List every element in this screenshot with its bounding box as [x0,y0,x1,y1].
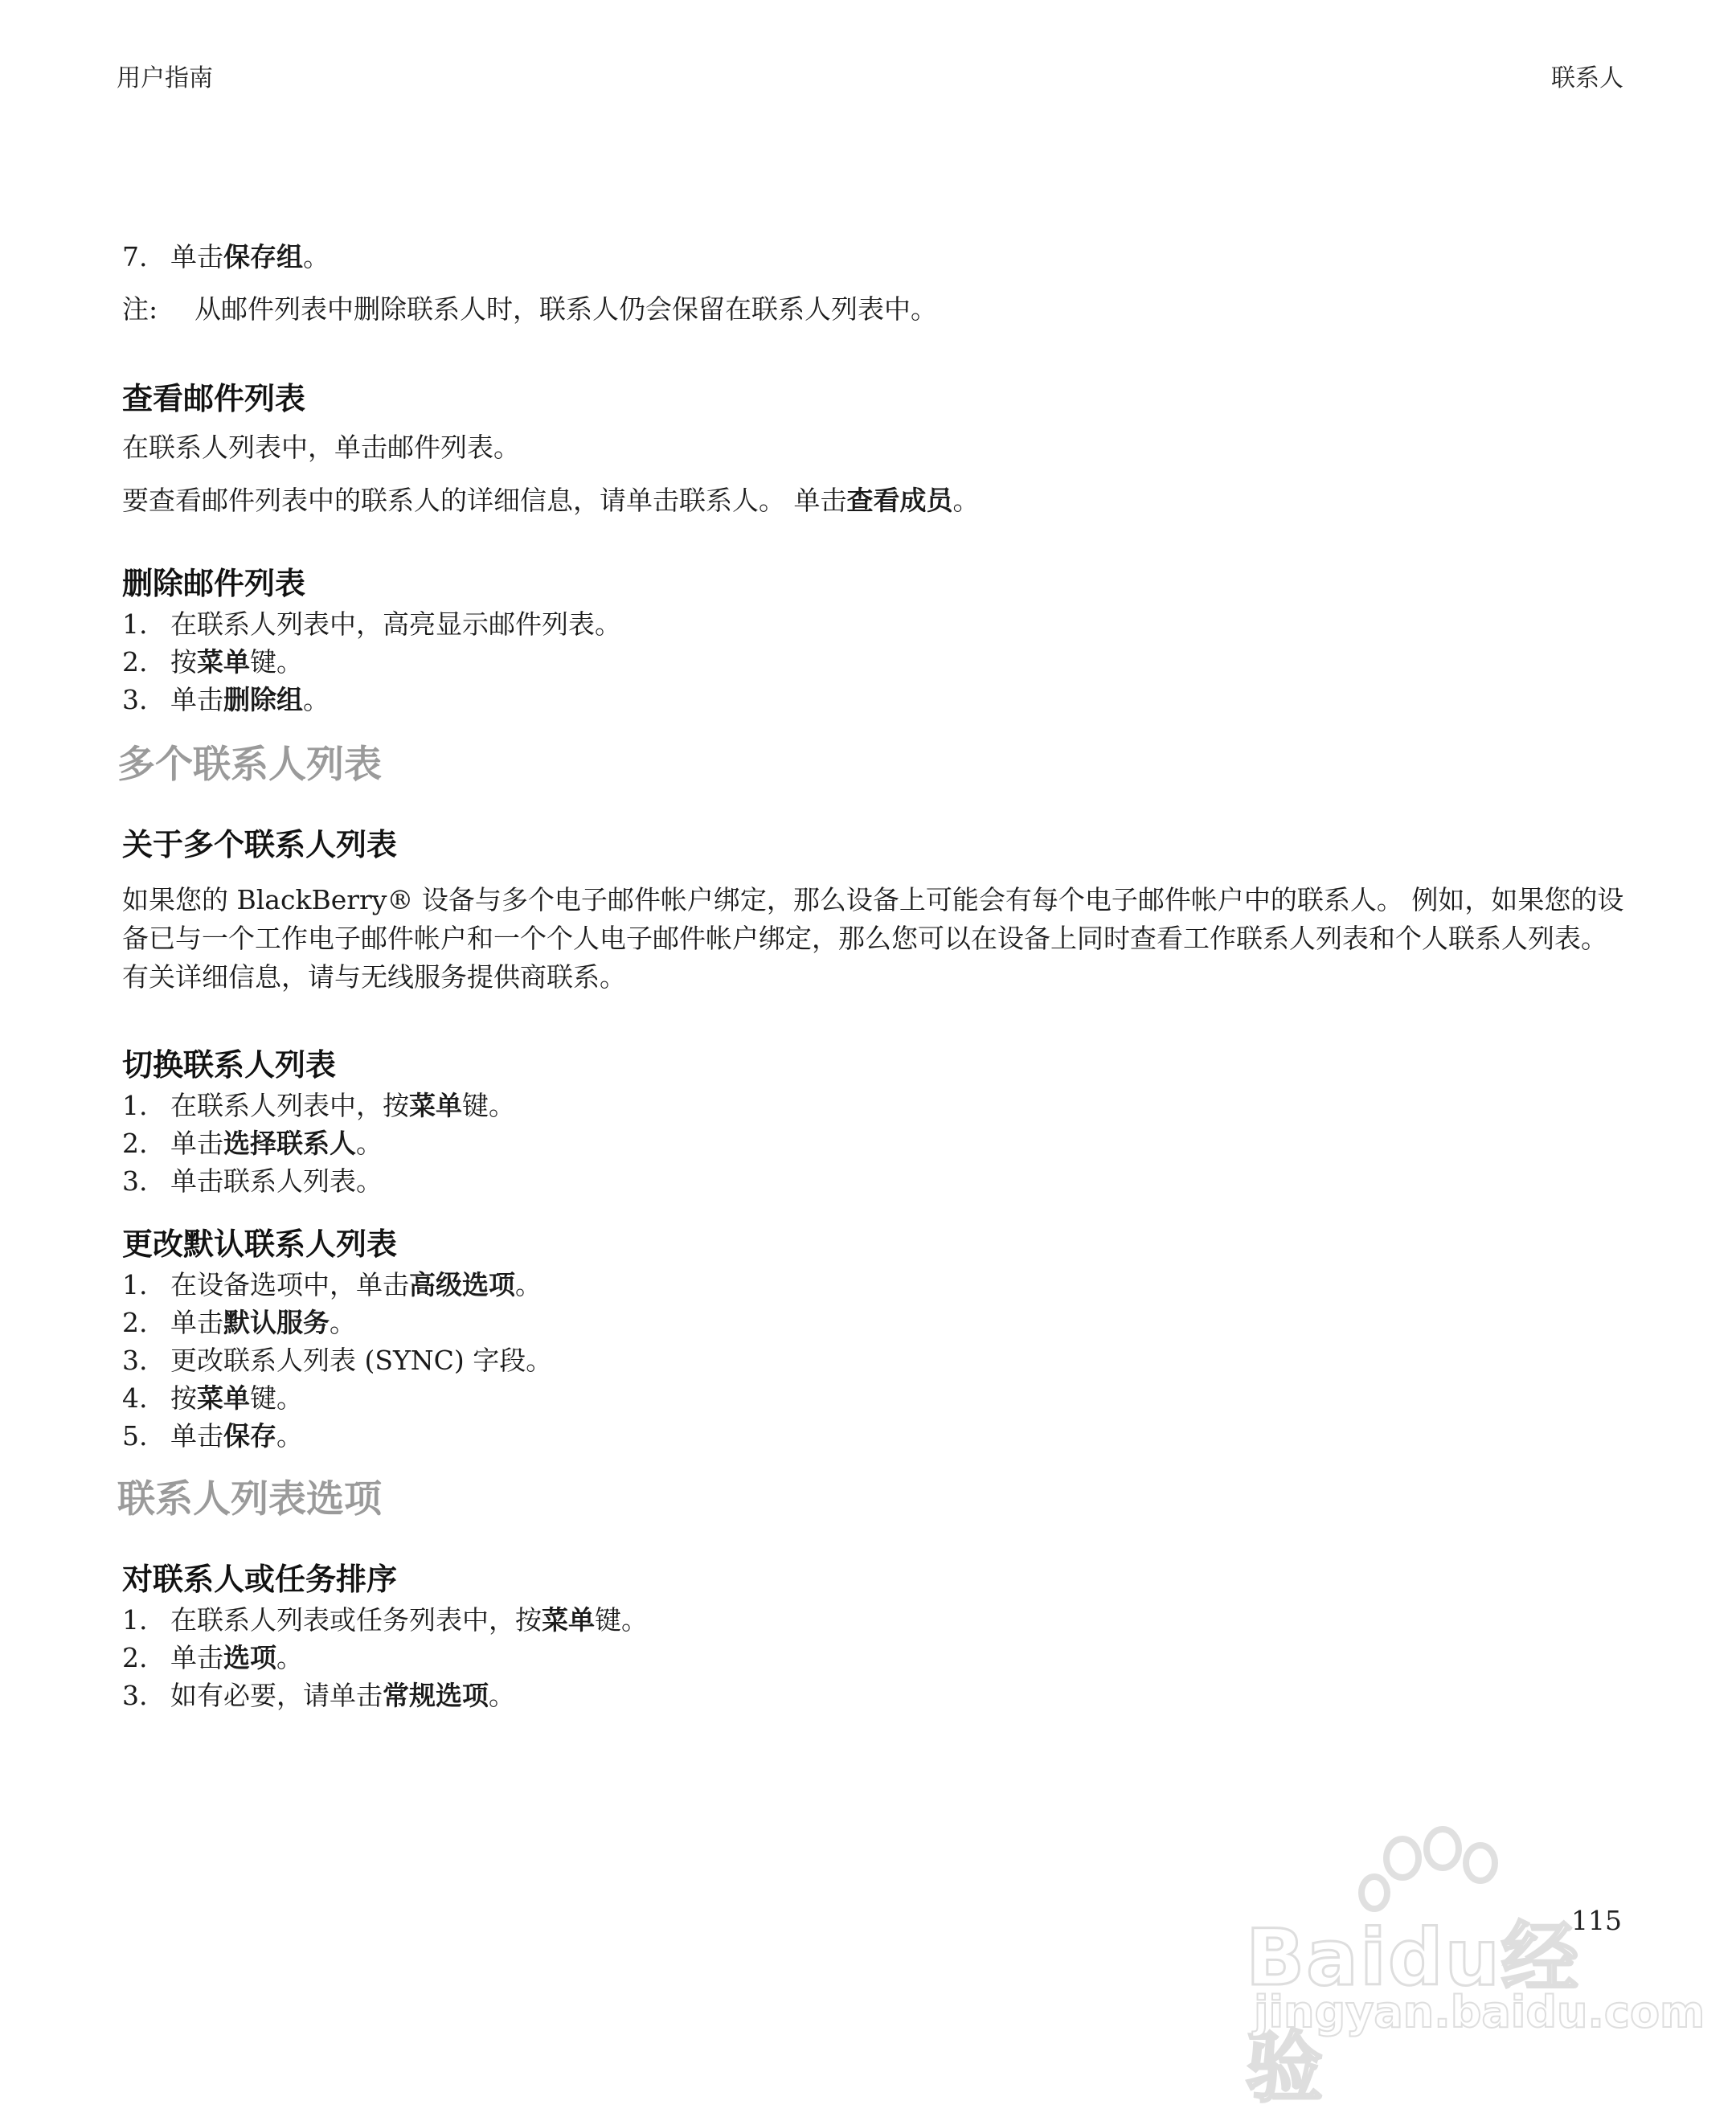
ui-term: 常规选项 [383,1680,489,1711]
step-text-end: 。 [489,1680,515,1711]
step-number: 1. [122,1090,148,1121]
step-text-end: 。 [303,684,330,715]
step-number: 3. [122,684,148,715]
ui-term: 菜单 [409,1090,462,1121]
step-number: 5. [122,1420,148,1452]
heading-view-mail-list: 查看邮件列表 [122,381,306,416]
step-text-end: 键。 [250,646,303,678]
heading-switch-lists: 切换联系人列表 [122,1047,337,1083]
step-text-end: 。 [330,1307,356,1338]
step-text-end: 键。 [595,1604,648,1636]
running-header-right: 联系人 [1551,64,1623,92]
list-item [122,1601,1625,1639]
paragraph-text: 要查看邮件列表中的联系人的详细信息，请单击联系人。 单击 [122,485,847,516]
ui-term: 保存 [223,1420,276,1452]
step-list-delete [122,605,1625,719]
list-item [122,1677,1625,1714]
step-number: 7. [122,241,148,272]
note [122,290,1625,329]
step-text: 按 [170,646,197,678]
ui-term: 选择联系人 [223,1128,356,1159]
ui-term: 保存组 [223,241,303,272]
step-list-sort [122,1601,1625,1714]
list-item [122,1639,1625,1677]
step-number: 4. [122,1382,148,1414]
paragraph-text-end: 。 [952,485,980,516]
ui-term: 菜单 [197,646,250,678]
step-text: 单击 [170,1128,223,1159]
ui-term: 删除组 [223,684,303,715]
heading-delete-mail-list: 删除邮件列表 [122,566,306,601]
section-heading-multiple-lists: 多个联系人列表 [117,743,382,787]
ui-term: 默认服务 [223,1307,330,1338]
ui-term: 高级选项 [409,1269,515,1300]
step-number: 2. [122,1307,148,1338]
step-text-end: 。 [515,1269,542,1300]
step-text: 单击 [170,1642,223,1673]
paragraph [122,481,1625,520]
list-item [122,238,1625,276]
watermark-url: jingyan.baidu.com [1254,1987,1705,2037]
step-text: 在设备选项中，单击 [170,1269,409,1300]
ui-term: 查看成员 [846,485,953,516]
note-label: 注: [122,293,158,325]
step-text-end: 。 [276,1420,303,1452]
list-item [122,1304,1625,1341]
step-number: 3. [122,1680,148,1711]
step-list-save-group [122,238,1625,276]
step-number: 3. [122,1345,148,1376]
step-text: 单击 [170,684,223,715]
step-number: 2. [122,646,148,678]
step-number: 2. [122,1642,148,1673]
section-heading-list-options: 联系人列表选项 [117,1477,382,1521]
list-item [122,1087,1625,1124]
step-text: 如有必要，请单击 [170,1680,383,1711]
step-text-end: 键。 [250,1382,303,1414]
step-text-end: 。 [356,1128,383,1159]
step-number: 1. [122,608,148,640]
list-item [122,1162,1625,1200]
step-text: 单击 [170,1307,223,1338]
ui-term: 选项 [223,1642,276,1673]
step-number: 2. [122,1128,148,1159]
list-item [122,681,1625,719]
list-item [122,1266,1625,1304]
heading-about-multiple-lists: 关于多个联系人列表 [122,827,398,862]
step-text: 单击 [170,241,223,272]
step-text: 更改联系人列表 (SYNC) 字段。 [170,1345,553,1376]
watermark-brand: Baidu经验 [1246,1913,1580,2113]
step-list-switch [122,1087,1625,1200]
step-text: 在联系人列表或任务列表中，按 [170,1604,542,1636]
list-item [122,1341,1625,1379]
list-item [122,1124,1625,1162]
step-list-change-default [122,1266,1625,1455]
step-text: 单击 [170,1420,223,1452]
step-text-end: 键。 [462,1090,515,1121]
step-text: 在联系人列表中，高亮显示邮件列表。 [170,608,621,640]
page-number: 115 [1571,1905,1622,1936]
step-text-end: 。 [303,241,330,272]
list-item [122,1417,1625,1455]
step-text: 在联系人列表中，按 [170,1090,409,1121]
list-item [122,605,1625,643]
page-content [117,238,1625,1714]
ui-term: 菜单 [197,1382,250,1414]
step-number: 1. [122,1604,148,1636]
note-text: 从邮件列表中删除联系人时，联系人仍会保留在联系人列表中。 [194,293,937,325]
step-number: 3. [122,1165,148,1197]
heading-change-default-list: 更改默认联系人列表 [122,1226,398,1262]
ui-term: 菜单 [542,1604,595,1636]
paragraph-about-multiple-lists: 如果您的 BlackBerry® 设备与多个电子邮件帐户绑定，那么设备上可能会有每个电子邮件帐户中的联系人。 例如，如果您的设备已与一个工作电子邮件帐户和一个个人电子邮件帐户绑定，那么您可以在设备上同时查看工作联系人列表和个人联系人列表。 有关详细信息，请与无线服务提供商联系。 [122,884,1624,993]
step-text-end: 。 [276,1642,303,1673]
step-text: 单击联系人列表。 [170,1165,383,1197]
running-header-left: 用户指南 [117,64,213,92]
step-text: 按 [170,1382,197,1414]
list-item [122,1379,1625,1417]
step-number: 1. [122,1269,148,1300]
list-item [122,643,1625,681]
heading-sort: 对联系人或任务排序 [122,1562,398,1597]
paragraph: 在联系人列表中，单击邮件列表。 [122,432,520,463]
